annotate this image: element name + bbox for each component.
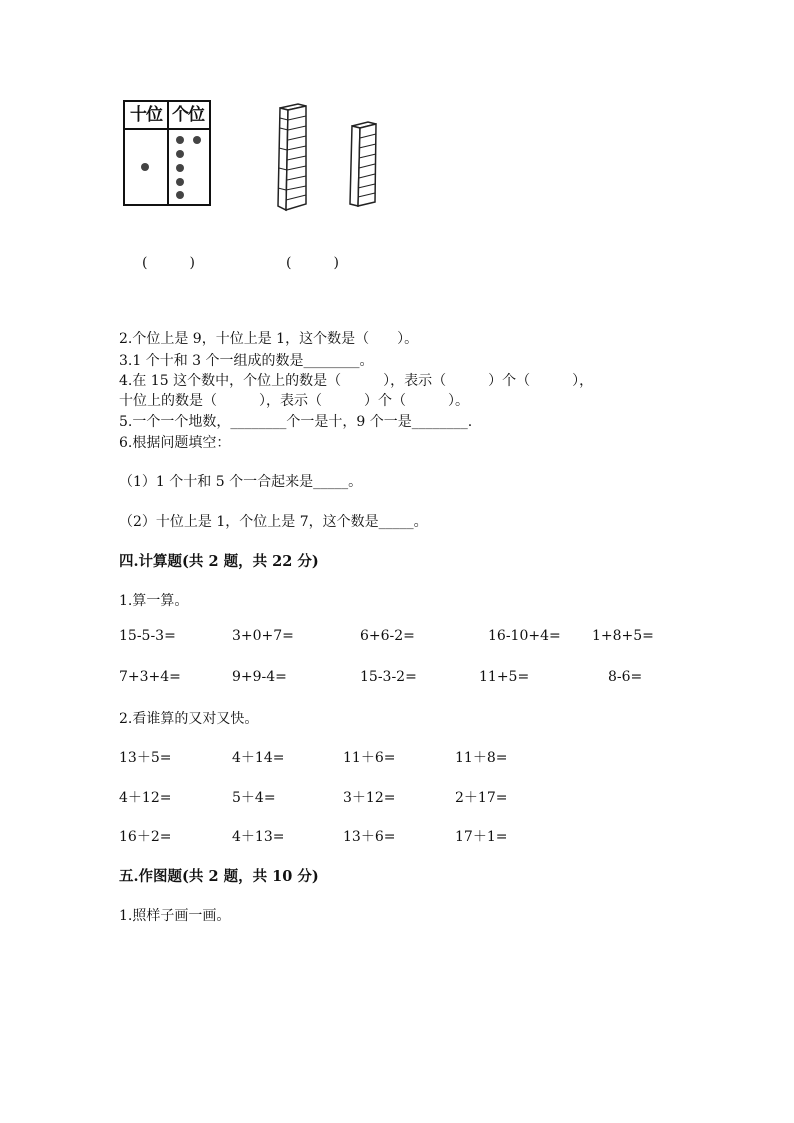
question-3: 3.1 个十和 3 个一组成的数是________。 (119, 353, 374, 369)
calc-item: 16＋2= (119, 829, 172, 845)
place-value-table (123, 100, 211, 206)
section-4-title: 四.计算题(共 2 题，共 22 分) (119, 553, 319, 570)
calc-item: 1+8+5= (592, 628, 654, 644)
calc-item: 3＋12= (343, 790, 396, 806)
calc-item: 16-10+4= (488, 628, 561, 644)
question-4-line-1: 4.在 15 这个数中，个位上的数是（ ），表示（ ）个（ ）， (119, 373, 594, 389)
section-5-q1-title: 1.照样子画一画。 (119, 908, 231, 924)
calc-item: 4＋14= (232, 750, 285, 766)
question-6: 6.根据问题填空： (119, 435, 231, 451)
tens-dot (141, 163, 149, 171)
question-5: 5.一个一个地数，________个一是十，9 个一是________. (119, 414, 473, 430)
answer-blank-right[interactable]: ( ) (286, 255, 339, 271)
calc-item: 11+5= (479, 669, 530, 685)
table-header (125, 102, 209, 130)
calc-item: 13＋6= (343, 829, 396, 845)
calc-item: 17＋1= (455, 829, 508, 845)
section-5-title: 五.作图题(共 2 题，共 10 分) (119, 868, 319, 885)
calc-item: 6+6-2= (360, 628, 415, 644)
section-4-q2-title: 2.看谁算的又对又快。 (119, 711, 259, 727)
ones-dot (176, 164, 184, 172)
section-4-q1-title: 1.算一算。 (119, 593, 189, 609)
question-2: 2.个位上是 9，十位上是 1，这个数是（ ）。 (119, 331, 419, 347)
cube-stack-short-icon (346, 118, 380, 210)
calc-item: 5＋4= (232, 790, 276, 806)
calc-item: 8-6= (608, 669, 643, 685)
calc-item: 11＋6= (343, 750, 396, 766)
ones-dot (176, 191, 184, 199)
ones-dot (176, 178, 184, 186)
ones-header: 个位 (172, 105, 204, 125)
calc-item: 9+9-4= (232, 669, 287, 685)
tens-header: 十位 (130, 105, 162, 125)
calc-item: 15-3-2= (360, 669, 417, 685)
calc-item: 15-5-3= (119, 628, 176, 644)
ones-dot (176, 150, 184, 158)
ten-rod-tall-icon (276, 100, 312, 214)
ones-dot (193, 136, 201, 144)
calc-item: 11＋8= (455, 750, 508, 766)
calc-item: 3+0+7= (232, 628, 294, 644)
ones-dot (176, 136, 184, 144)
calc-item: 13＋5= (119, 750, 172, 766)
question-4-line-2: 十位上的数是（ ），表示（ ）个（ ）。 (119, 393, 469, 409)
calc-item: 4＋13= (232, 829, 285, 845)
answer-blank-left[interactable]: ( ) (142, 255, 195, 271)
calc-item: 2＋17= (455, 790, 508, 806)
calc-item: 7+3+4= (119, 669, 181, 685)
calc-item: 4＋12= (119, 790, 172, 806)
sub-question-2: （2）十位上是 1，个位上是 7，这个数是_____。 (119, 514, 428, 530)
sub-question-1: （1）1 个十和 5 个一合起来是_____。 (119, 474, 363, 490)
